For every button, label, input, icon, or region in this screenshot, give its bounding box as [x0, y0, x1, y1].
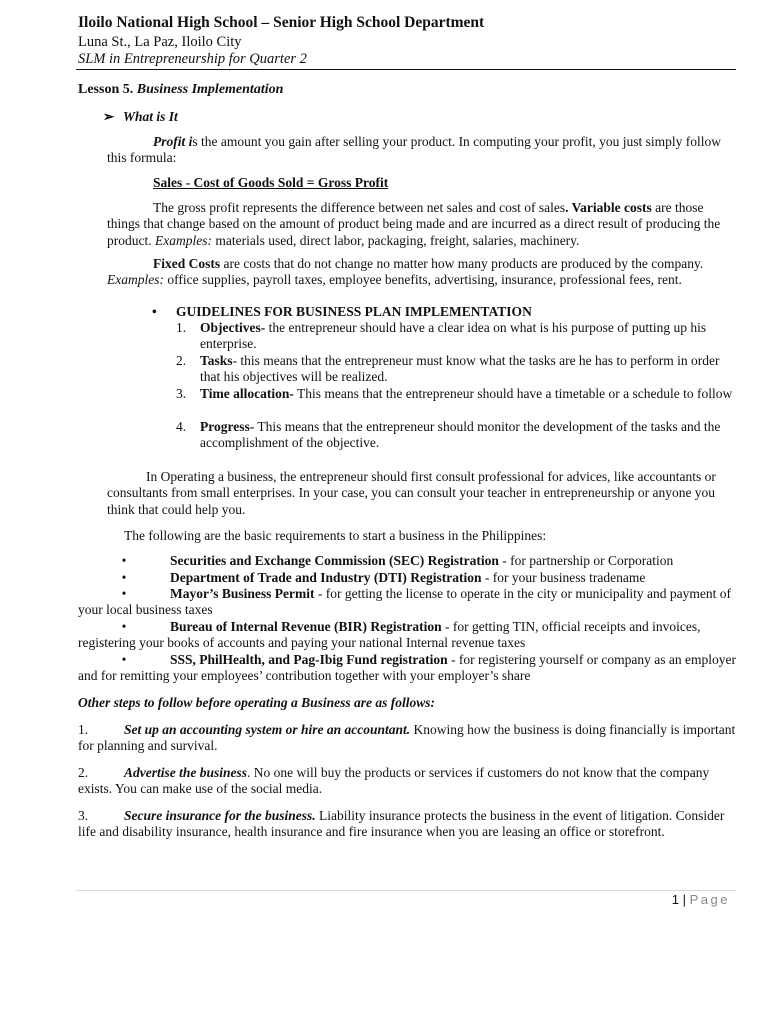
step-term: Secure insurance for the business. — [124, 808, 316, 823]
gross-text-3: materials used, direct labor, packaging, freight, salaries, machinery. — [211, 232, 580, 248]
guideline-text: - this means that the entrepreneur must know what the tasks are he has to perform in order that his objectives will be realized. — [200, 353, 720, 385]
requirement-item — [78, 586, 738, 619]
step-text: Knowing how the business is doing financially is important for planning and survival. — [78, 722, 736, 754]
school-address: Luna St., La Paz, Iloilo City — [78, 34, 242, 50]
guideline-number: 2. — [176, 353, 187, 368]
lesson-title: Business Implementation — [136, 82, 284, 97]
guideline-item — [176, 386, 736, 402]
step-item — [78, 765, 738, 798]
guideline-item — [176, 419, 736, 452]
gross-text-2: are those things that change based on the amount of product being made and are incurred as a direct result of producing the product. — [107, 200, 721, 248]
module-title: SLM in Entrepreneurship for Quarter 2 — [78, 51, 307, 67]
step-number: 1. — [78, 722, 89, 737]
guideline-term: Time allocation- — [200, 386, 294, 401]
page-footer — [672, 892, 730, 908]
guidelines-heading — [152, 304, 532, 320]
requirement-text: - for getting TIN, official receipts and invoices, registering your books of accounts and paying your national Internal revenue taxes — [78, 619, 701, 651]
profit-paragraph — [107, 134, 735, 167]
fixed-examples-label: Examples: — [107, 272, 164, 288]
guideline-text: This means that the entrepreneur should have a timetable or a schedule to follow — [293, 386, 733, 401]
school-name: Iloilo National High School – Senior High School Department — [78, 14, 485, 31]
guideline-term: Progress- — [200, 419, 255, 434]
guideline-item — [176, 353, 736, 386]
step-text: Liability insurance protects the business in the event of litigation. Consider life and disability insurance, health insurance and fire insurance when you are leasing an office or storefront. — [78, 808, 725, 840]
formula-text: Sales - Cost of Goods Sold = Gross Profit — [153, 175, 389, 190]
operating-paragraph — [107, 469, 735, 518]
what-is-it-label: What is It — [123, 109, 178, 124]
profit-text: s the amount you gain after selling your product. In computing your profit, you just simply follow this formula: — [107, 134, 722, 166]
bullet-icon: • — [121, 652, 127, 667]
requirement-text: - for partnership or Corporation — [498, 553, 674, 568]
requirement-text: - for getting the license to operate in the city or municipality and payment of your local business taxes — [78, 586, 731, 618]
guideline-text: the entrepreneur should have a clear idea on what is his purpose of putting up his enterprise. — [200, 320, 707, 352]
profit-term: Profit i — [153, 134, 193, 149]
gross-profit-paragraph — [107, 200, 735, 249]
step-text: . No one will buy the products or services if customers do not know that the company exists. You can make use of the social media. — [78, 765, 710, 797]
requirement-term: SSS, PhilHealth, and Pag-Ibig Fund registration — [170, 652, 448, 667]
step-item — [78, 722, 738, 755]
fixed-text-1: are costs that do not change no matter how many products are produced by the company. — [220, 256, 704, 271]
requirement-item — [78, 619, 738, 652]
guideline-number: 4. — [176, 419, 187, 434]
requirements-intro: The following are the basic requirements to start a business in the Philippines: — [124, 528, 547, 543]
header-divider — [76, 69, 736, 70]
bullet-icon: • — [121, 586, 127, 601]
guideline-term: Objectives- — [200, 320, 266, 335]
step-term: Set up an accounting system or hire an accountant. — [124, 722, 411, 737]
requirement-term: Mayor’s Business Permit — [170, 586, 315, 601]
requirement-term: Department of Trade and Industry (DTI) Registration — [170, 570, 482, 585]
bullet-icon: • — [121, 619, 127, 634]
step-item — [78, 808, 738, 841]
gross-examples-label: Examples: — [155, 232, 212, 248]
lesson-heading — [78, 82, 283, 98]
guidelines-bullet-icon: • — [152, 304, 157, 319]
requirement-item — [78, 652, 738, 685]
page-label: Page — [689, 892, 730, 907]
guideline-text: This means that the entrepreneur should monitor the development of the tasks and the accomplishment of the objective. — [200, 419, 721, 451]
footer-separator: | — [679, 892, 690, 907]
guideline-term: Tasks — [200, 353, 233, 368]
gross-text-1: The gross profit represents the difference between net sales and cost of sales — [153, 200, 566, 215]
guidelines-title: GUIDELINES FOR BUSINESS PLAN IMPLEMENTATION — [176, 304, 532, 319]
requirement-text: - for registering yourself or company as an employer and for remitting your employees’ contribution together with your employer’s share — [78, 652, 736, 684]
requirement-item — [78, 553, 738, 569]
fixed-text-2: office supplies, payroll taxes, employee benefits, advertising, insurance, professional fees, rent. — [163, 272, 682, 288]
guideline-number: 3. — [176, 386, 187, 401]
bullet-icon: • — [121, 553, 127, 568]
requirement-text: - for your business tradename — [481, 570, 646, 585]
fixed-costs-term: Fixed Costs — [153, 256, 221, 271]
other-steps-heading: Other steps to follow before operating a Business are as follows: — [78, 695, 436, 710]
guideline-item — [176, 320, 736, 353]
operating-text: In Operating a business, the entrepreneur should first consult professional for advices, like accountants or consultants from small enterprises. In your case, you can consult your teacher in entrepreneurship or anyone you think that could help you. — [107, 469, 716, 517]
page-number: 1 — [671, 892, 680, 907]
footer-divider — [76, 890, 736, 891]
gross-profit-formula — [153, 175, 388, 191]
lesson-label: Lesson 5. — [78, 82, 137, 97]
variable-costs-term: . Variable costs — [565, 200, 652, 215]
fixed-costs-paragraph — [107, 256, 735, 289]
what-is-it-heading — [103, 109, 178, 125]
requirement-term: Securities and Exchange Commission (SEC) Registration — [170, 553, 499, 568]
requirement-term: Bureau of Internal Revenue (BIR) Registration — [170, 619, 442, 634]
requirement-item — [78, 570, 738, 586]
step-number: 3. — [78, 808, 89, 823]
arrow-bullet-icon: ➢ — [103, 109, 115, 124]
step-term: Advertise the business — [124, 765, 248, 780]
guideline-number: 1. — [176, 320, 187, 335]
step-number: 2. — [78, 765, 89, 780]
bullet-icon: • — [121, 570, 127, 585]
